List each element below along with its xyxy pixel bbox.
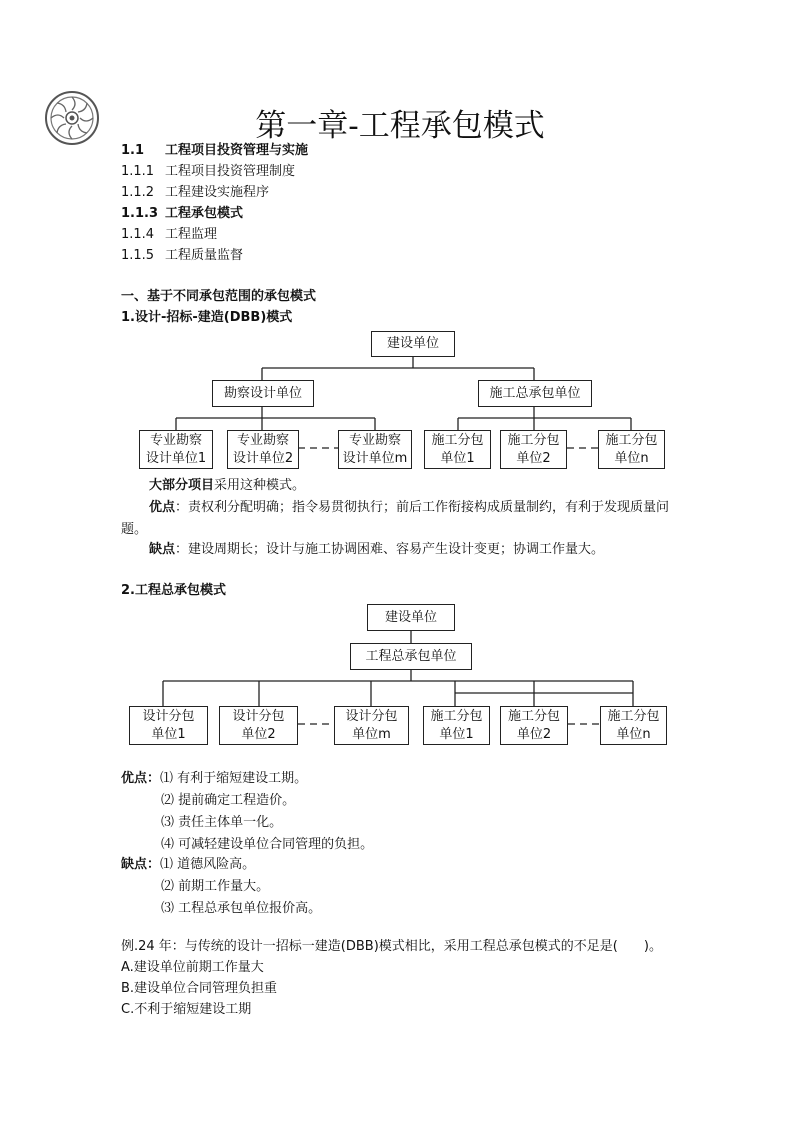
example-option: B.建设单位合同管理负担重 [121,981,278,996]
toc-item: 1.1.2 工程建设实施程序 [121,185,270,200]
dbb-general-contractor-box: 施工总承包单位 [478,380,592,407]
dbb-sub-construct-box: 施工分包 单位1 [424,430,491,469]
dbb-usage: 大部分项目采用这种模式。 [149,478,306,493]
dbb-pros: 优点：责权利分配明确；指令易贯彻执行；前后工作衔接构成质量制约，有利于发现质量问题。 [121,500,670,537]
gc-cons: 缺点：⑴ 道德风险高。 ⑵ 前期工作量大。 ⑶ 工程总承包单位报价高。 [121,857,322,916]
dbb-sub-design-box: 专业勘察 设计单位2 [227,430,299,469]
gc-design-sub-box: 设计分包 单位1 [129,706,208,745]
dbb-owner-box: 建设单位 [371,331,455,357]
toc-item: 1.1.5 工程质量监督 [121,248,244,263]
toc-item: 1.1 工程项目投资管理与实施 [121,143,309,158]
example-option: C.不利于缩短建设工期 [121,1002,252,1017]
gc-heading: 2.工程总承包模式 [121,583,226,598]
gc-pros: 优点：⑴ 有利于缩短建设工期。 ⑵ 提前确定工程造价。 ⑶ 责任主体单一化。 ⑷ 可减轻建设单位合同管理的负担。 [121,771,374,852]
dbb-sub-construct-box: 施工分包 单位n [598,430,665,469]
gc-design-sub-box: 设计分包 单位2 [219,706,298,745]
gc-contractor-box: 工程总承包单位 [350,643,472,670]
toc-item: 1.1.1 工程项目投资管理制度 [121,164,296,179]
dbb-cons: 缺点：建设周期长；设计与施工协调困难、容易产生设计变更；协调工作量大。 [149,542,605,557]
example-question: 例.24 年：与传统的设计一招标一建造(DBB)模式相比，采用工程总承包模式的不足是( )。 [121,939,662,954]
dbb-heading: 1.设计-招标-建造(DBB)模式 [121,310,293,325]
gc-design-sub-box: 设计分包 单位m [334,706,409,745]
gc-construct-sub-box: 施工分包 单位n [600,706,667,745]
toc-item: 1.1.4 工程监理 [121,227,218,242]
section-heading: 一、基于不同承包范围的承包模式 [121,289,317,304]
dbb-sub-construct-box: 施工分包 单位2 [500,430,567,469]
example-option: A.建设单位前期工作量大 [121,960,264,975]
dbb-survey-design-box: 勘察设计单位 [212,380,314,407]
dbb-sub-design-box: 专业勘察 设计单位1 [139,430,213,469]
gc-construct-sub-box: 施工分包 单位1 [423,706,490,745]
gc-owner-box: 建设单位 [367,604,455,631]
gc-construct-sub-box: 施工分包 单位2 [500,706,568,745]
toc-item: 1.1.3 工程承包模式 [121,206,244,221]
dbb-sub-design-box: 专业勘察 设计单位m [338,430,412,469]
page-title: 第一章-工程承包模式 [255,108,545,144]
